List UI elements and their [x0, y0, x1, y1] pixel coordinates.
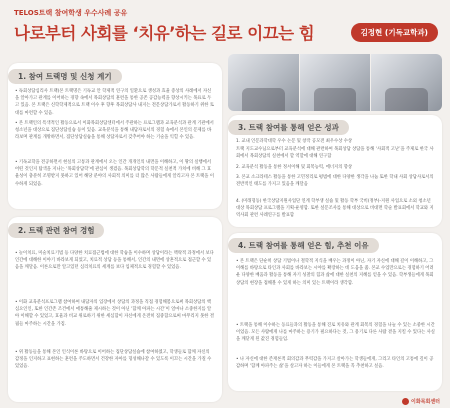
- section-3-item: 4. (미래형동) 한국상담지원사업단 연계 학부생 실습 및 활동 학부 국비(정부)-지원 사업으로 소외 청소년 대상 목회상담 프로그램을 기획·운영함. 또한 설문조사를 통해 대상으로 비대면 학술 발표회에서 학교와 지역사회 관련 사례연구를 발표함: [236, 199, 434, 219]
- section-2-paragraph: • 이화 교육분석프로그램 참여하여 내담자의 입장에서 상담의 과정을 직접 경험해봄으로써 목회상담의 핵심요인인, 또한 인간존 조건에서 애통해줄 제시하는 것이 아닌 ‘함께 아파는 시간’이 얼마나 소중한지를 알아 이해할 수 있었고, 효율과 비교 위로하기 위한 세심함이 자신에게 온전히 집중함으로써 마무리지 못한 결핍들 마주하는 시간을 가짐.: [15, 300, 214, 327]
- section-1-paragraph: • 독회상담심리사 트랙(본 트랙명은 기독교 안 학제적 연구의 일환으로 생성과 효율 증상의 사례에서 자신을 알아가고 관계를 이어하는 경향 속에서 목회상담의 훈련을 통한 공존 공감능력을 향상시키는 목표로 두고 있음. 본 트랙은 신학학제적으로 트랙 이수 후 향후 목회상담사 내지는 전문상담가로서 활동하기 위한 토대를 마련할 수 있음.: [15, 89, 214, 116]
- section-1-paragraph: • 본 트랙인의 특색적인 활동으로서 이화목회상담센터에서 주관하는 프로그램과 교육분석과 관계 기관에서 청소년을 대상으로 집단상담실습 등이 있음. 교육분석을 통해 내담자로서의 경험 속에서 본인의 문제를 바라보며 관계를 개방하면서, 집단상담실습을 통해 상담자로서 갖추어야 하는 기술을 익힐 수 있음.: [15, 121, 214, 141]
- section-3-item: 3. 본교 소크라테스 활동을 통한 고민정리로 평범에 대한 다양한 생각을 나눔 또한 학내 사회 상담사로서의 전반적인 태도를 가지고 있음을 깨달음: [236, 175, 434, 188]
- section-3-item: 2. 교육분석 활동을 통한 정서이해 및 회복능력, 에너지의 향상: [236, 165, 353, 170]
- author-badge: 김정현 (기독교학과): [351, 23, 438, 42]
- photo-strip: [228, 54, 442, 111]
- activity-photo: [228, 54, 299, 111]
- section-3-item: 1. 교내 인문과학대학 우수 논문 및 창작 공모전 최우수상 수상: [236, 139, 353, 144]
- tagline: TELOS트랙 참여학생 우수사례 공유: [14, 9, 128, 17]
- header: [8, 3, 442, 51]
- activity-photo: [371, 54, 442, 111]
- section-2-paragraph: • 위 활동들을 통해 본인 인식이론 바탕으로 이어하는 집단상담실습에 참여하였고, 학생들로 함께 자신의 감정을 인지하고 표현하는 훈련을 주도하면서 건강한 자아를 형성해나갈 수 있도록 이끄는 시간을 가질 수 있었음.: [15, 350, 212, 370]
- section-4-title: 4. 트랙 참여를 통해 얻은 힘, 추천 이유: [228, 238, 379, 253]
- section-2-title: 2. 트랙 관련 참여 경험: [8, 223, 104, 238]
- activity-photo: [300, 54, 371, 111]
- section-4-paragraph: • 나 자신에 대한 존재론적 회의감과 무력감을 가지고 살아가는 학생들에게, 그리고 타인의 고통에 깊이 공감하며 ‘함께 아파주는 삶’을 살고자 하는 이들에게 본 트랙을 꼭 추천하고 싶음.: [236, 357, 434, 370]
- section-3-item: 트랙 지도교수님으로부터 교육분석에 대해 관련하여 목회상담 상담을 통해 ‘사회적 고난’을 주제로 한국 사회에서 목회상담의 실천에서 할 역할에 대해 연구함: [236, 147, 434, 160]
- page-title: 나로부터 사회를 ‘치유’하는 길로 이끄는 힘: [14, 24, 315, 43]
- section-1-paragraph: • 기독교학을 전공하면서 현실의 고통과 관계에서 오는 인간 개개인의 내면을 이해하고, 이 땅의 실행에서 어떤 것인지 탐색을 지나는 ‘목회상담학’에 관심이 생겼음. 목회상담학의 학문적 실천적 가치에 비해 그 효율성이 충분히 조명받지 못하고 있어 해당 분야의 사회적 의미를 더 많은 사람들에게 알리고자 본 트랙을 이수하게 되었음.: [15, 160, 214, 187]
- section-4-paragraph: • 트랙을 통해 이수하는 동료들과의 활동을 통해 진로 치유와 관계 회복의 경험을 나눌 수 있는 소중한 시간이었음. 모든 사람에게 나를 마주하는 용기가 필요하다는 것, 그 용기로 다른 사람 곁을 지킬 수 있다는 사실을 깨닫게 된 값진 경험들임.: [236, 323, 435, 343]
- logo-icon: [402, 398, 409, 405]
- section-4-paragraph: • 본 트랙은 단순히 상담 기법이나 철학적 지식을 배우는 과정이 아닌, 자기 자신에 대해 깊이 이해하고, 그 이해를 바탕으로 타인과 사회를 바라보는 시야를 확장하는 데 도움을 줌. 본교 수업만으로는 경험하기 어려운 다양한 배움과 활동을 통해 자기 성찰의 힘과 삶에 대한 실천의 지혜를 얻을 수 있음. 학부생들에게 목회상담의 현장을 접해볼 수 있게 하는 의미 있는 트랙이라 생각함.: [236, 259, 434, 286]
- section-3-title: 3. 트랙 참여를 통해 얻은 성과: [228, 120, 349, 135]
- footer-logo: [402, 398, 440, 405]
- section-2-paragraph: • 놀이치료, 미술치료기법 등 다양한 치료접근법에 대한 학습을 이수하며 상담이라는 맥락적 과정에서 보다 인간에 대해한 이야기 바라보게 되었고, 치료적 상담 등을 통해서, 인간의 내면에 상흔적으로 접근할 수 있음을 깨달음. 이론으로만 알고있던 심리치료의 세계를 보다 입체적으로 경험할 수 있었음.: [15, 251, 214, 271]
- section-1-title: 1. 참여 트랙명 및 신청 계기: [8, 69, 122, 84]
- logo-text: 이화목회센터: [411, 399, 440, 405]
